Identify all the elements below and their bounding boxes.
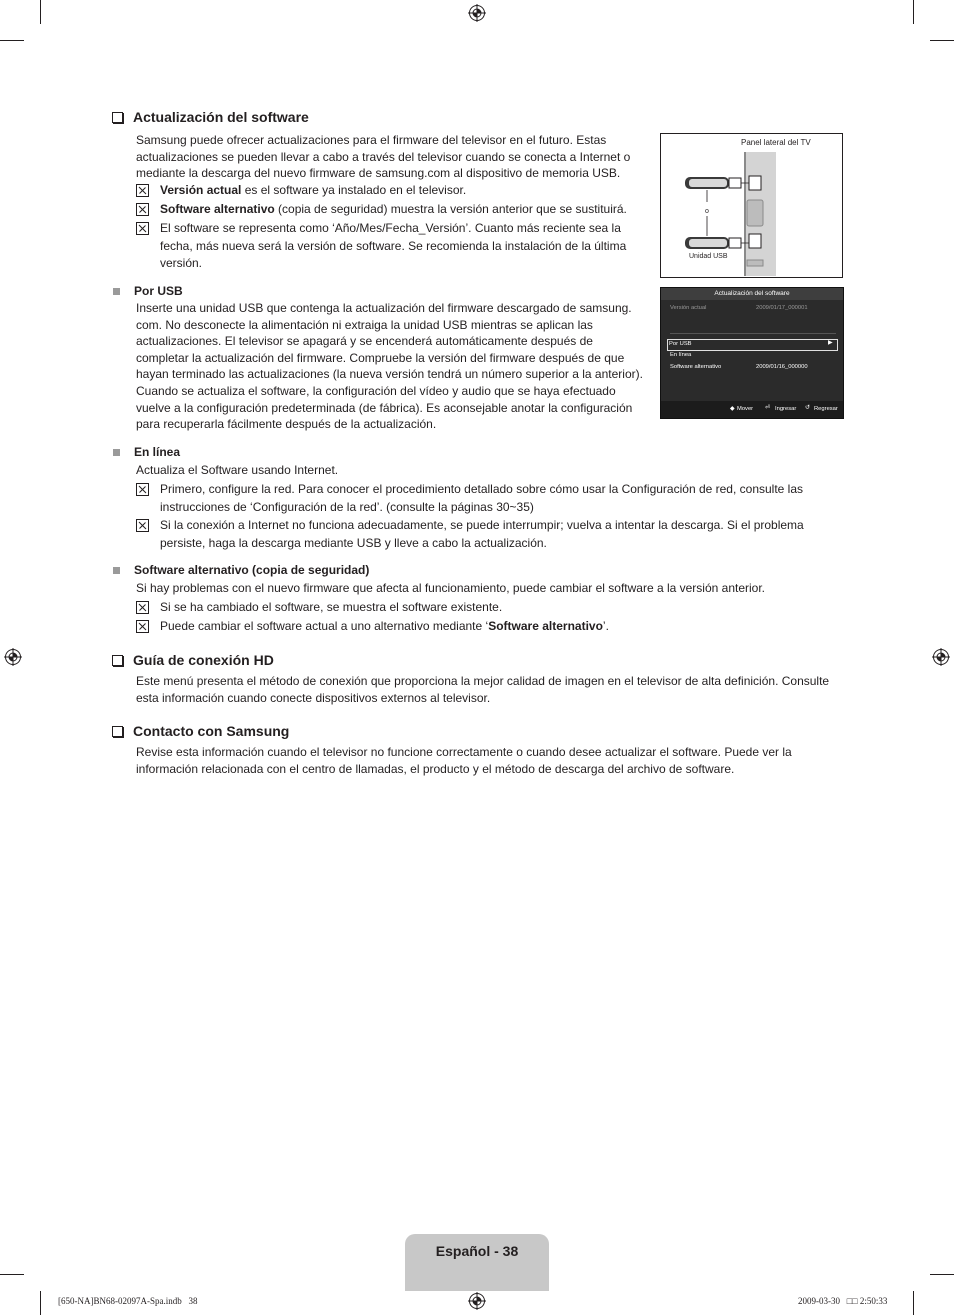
menu-title: Actualización del software xyxy=(661,288,843,300)
text-line: actualizaciones se pueden llevar a cabo a través del televisor cuando se conecta a Internet o xyxy=(136,149,631,164)
move-icon: ◆ xyxy=(730,406,735,412)
crop-mark xyxy=(930,40,954,41)
subheading-text: Software alternativo (copia de seguridad) xyxy=(134,563,370,577)
note-change-software xyxy=(136,618,609,639)
subheading-text: Por USB xyxy=(134,284,183,298)
menu-selection-highlight xyxy=(667,339,838,351)
text-line: persiste, haga la descarga mediante USB y lleve a cabo la actualización. xyxy=(160,535,547,550)
text-line: Revise esta información cuando el televisor no funcione correctamente o cuando desee actualizar el software. Puede ver la xyxy=(136,745,792,759)
page-number-tab xyxy=(405,1234,549,1291)
footer-return: Regresar xyxy=(814,406,838,412)
text-line: Primero, configure la red. Para conocer el procedimiento detallado sobre cómo usar la Configuración de red, consulte las xyxy=(160,482,804,496)
por-usb-text xyxy=(136,300,656,433)
note-text: ’. xyxy=(602,619,609,633)
page-label: Español - 38 xyxy=(435,1243,519,1259)
footer-timestamp: 2009-03-30 □□ 2:50:33 xyxy=(798,1296,888,1306)
chevron-right-icon: ▶ xyxy=(828,340,833,346)
alt-version-value: 2009/01/16_000000 xyxy=(756,364,808,370)
square-bullet-icon xyxy=(113,288,120,295)
alternativo-text: Si hay problemas con el nuevo firmware que afecta al funcionamiento, puede cambiar el software a la versión anterior. xyxy=(136,581,766,595)
text-line: hayan terminado las actualizaciones (la nueva versión tendrá un número superior a la anterior). xyxy=(136,367,643,382)
note-icon xyxy=(136,220,160,273)
note-bold: Software alternativo xyxy=(160,202,275,216)
section-heading-contacto xyxy=(112,723,289,739)
text-line: Inserte una unidad USB que contenga la actualización del firmware descargado de samsung. xyxy=(136,301,632,315)
note-version-format xyxy=(136,220,626,273)
software-intro xyxy=(136,132,646,182)
checkbox-bullet-icon xyxy=(112,726,123,737)
note-icon xyxy=(136,182,160,203)
note-current-version xyxy=(136,182,466,203)
note-network-config xyxy=(136,481,803,516)
text-line: información relacionada con el centro de llamadas, el producto y el método de descarga del archivo de software. xyxy=(136,761,735,776)
contacto-text xyxy=(136,744,792,777)
heading-text: Actualización del software xyxy=(133,109,309,125)
registration-mark-icon xyxy=(932,648,950,666)
footer-file-info: [650-NA]BN68-02097A-Spa.indb 38 xyxy=(58,1296,198,1306)
checkbox-bullet-icon xyxy=(112,655,123,666)
note-text: es el software ya instalado en el televisor. xyxy=(241,183,467,197)
menu-item-en-linea[interactable]: En línea xyxy=(670,352,692,358)
menu-divider xyxy=(670,333,836,334)
note-icon xyxy=(136,517,160,552)
text-line: completar la actualización del firmware. Compruebe la versión del firmware después de que xyxy=(136,350,625,365)
note-icon xyxy=(136,599,160,620)
text-line: com. No desconecte la alimentación ni extraiga la unidad USB mientras se aplican las xyxy=(136,317,593,332)
enter-icon: ⏎ xyxy=(765,405,770,411)
checkbox-bullet-icon xyxy=(112,112,123,123)
guia-text xyxy=(136,673,829,706)
text-line: actualizaciones. El televisor se apagará y se encenderá automáticamente después de xyxy=(136,334,593,349)
text-line: fecha, más nueva será la versión de software. Se recomienda la instalación de la última xyxy=(160,238,627,253)
subheading-por-usb xyxy=(113,284,183,298)
svg-text:o: o xyxy=(705,208,709,215)
note-bold: Software alternativo xyxy=(488,619,603,633)
heading-text: Guía de conexión HD xyxy=(133,652,274,668)
subheading-en-linea xyxy=(113,445,180,459)
note-existing-software xyxy=(136,599,502,620)
note-icon xyxy=(136,481,160,516)
current-version-label: Versión actual xyxy=(670,305,707,311)
registration-mark-icon xyxy=(468,4,486,22)
note-icon xyxy=(136,201,160,222)
text-line: instrucciones de ‘Configuración de la red’. (consulte la páginas 30~35) xyxy=(160,499,534,514)
software-update-menu-figure xyxy=(660,287,844,419)
crop-mark xyxy=(913,1291,914,1315)
subheading-software-alternativo xyxy=(113,563,369,577)
usb-panel-figure xyxy=(660,133,843,278)
section-heading-guia xyxy=(112,652,274,668)
crop-mark xyxy=(0,40,24,41)
text-line: Si la conexión a Internet no funciona adecuadamente, se puede interrumpir; vuelva a intentar la descarga. Si el problema xyxy=(160,518,804,532)
footer-move: Mover xyxy=(737,406,754,412)
note-alt-software xyxy=(136,201,627,222)
current-version-value: 2009/01/17_000001 xyxy=(756,305,808,311)
text-line: vuelve a la configuración predeterminada (de fábrica). Es aconsejable anotar la configuración xyxy=(136,400,633,415)
crop-mark xyxy=(913,0,914,24)
section-heading-software xyxy=(112,109,309,125)
return-icon: ↺ xyxy=(805,405,810,411)
registration-mark-icon xyxy=(4,648,22,666)
registration-mark-icon xyxy=(468,1292,486,1310)
menu-item-por-usb[interactable]: Por USB xyxy=(669,341,692,347)
note-connection-issue xyxy=(136,517,804,552)
text-line: para recuperarla fácilmente después de la actualización. xyxy=(136,417,437,432)
note-text: Puede cambiar el software actual a uno alternativo mediante ‘ xyxy=(160,619,489,633)
text-line: Cuando se actualiza el software, la configuración del vídeo y audio que se haya efectuado xyxy=(136,383,616,398)
crop-mark xyxy=(0,1274,24,1275)
text-line: esta información cuando conecte dispositivos externos al televisor. xyxy=(136,690,491,705)
crop-mark xyxy=(40,1291,41,1315)
text-line: mediante la descarga del nuevo firmware de samsung.com al dispositivo de memoria USB. xyxy=(136,166,621,181)
usb-drive-label: Unidad USB xyxy=(689,253,728,260)
text-line: El software se representa como ‘Año/Mes/Fecha_Versión’. Cuanto más reciente sea la xyxy=(160,221,621,235)
figure-caption: Panel lateral del TV xyxy=(741,138,811,147)
subheading-text: En línea xyxy=(134,445,181,459)
note-text: Si se ha cambiado el software, se muestra el software existente. xyxy=(160,600,503,614)
note-text: (copia de seguridad) muestra la versión anterior que se sustituirá. xyxy=(274,202,627,216)
text-line: Este menú presenta el método de conexión que proporciona la mejor calidad de imagen en el televisor de alta definición. Consulte xyxy=(136,674,830,688)
text-line: versión. xyxy=(160,256,203,270)
footer-enter: Ingresar xyxy=(775,406,797,412)
square-bullet-icon xyxy=(113,567,120,574)
note-icon xyxy=(136,618,160,639)
crop-mark xyxy=(40,0,41,24)
square-bullet-icon xyxy=(113,449,120,456)
crop-mark xyxy=(930,1274,954,1275)
text-line: Samsung puede ofrecer actualizaciones para el firmware del televisor en el futuro. Estas xyxy=(136,133,607,147)
heading-text: Contacto con Samsung xyxy=(133,723,290,739)
menu-footer xyxy=(661,401,843,418)
note-bold: Versión actual xyxy=(160,183,242,197)
en-linea-text: Actualiza el Software usando Internet. xyxy=(136,463,339,477)
menu-item-software-alternativo[interactable]: Software alternativo xyxy=(670,364,722,370)
